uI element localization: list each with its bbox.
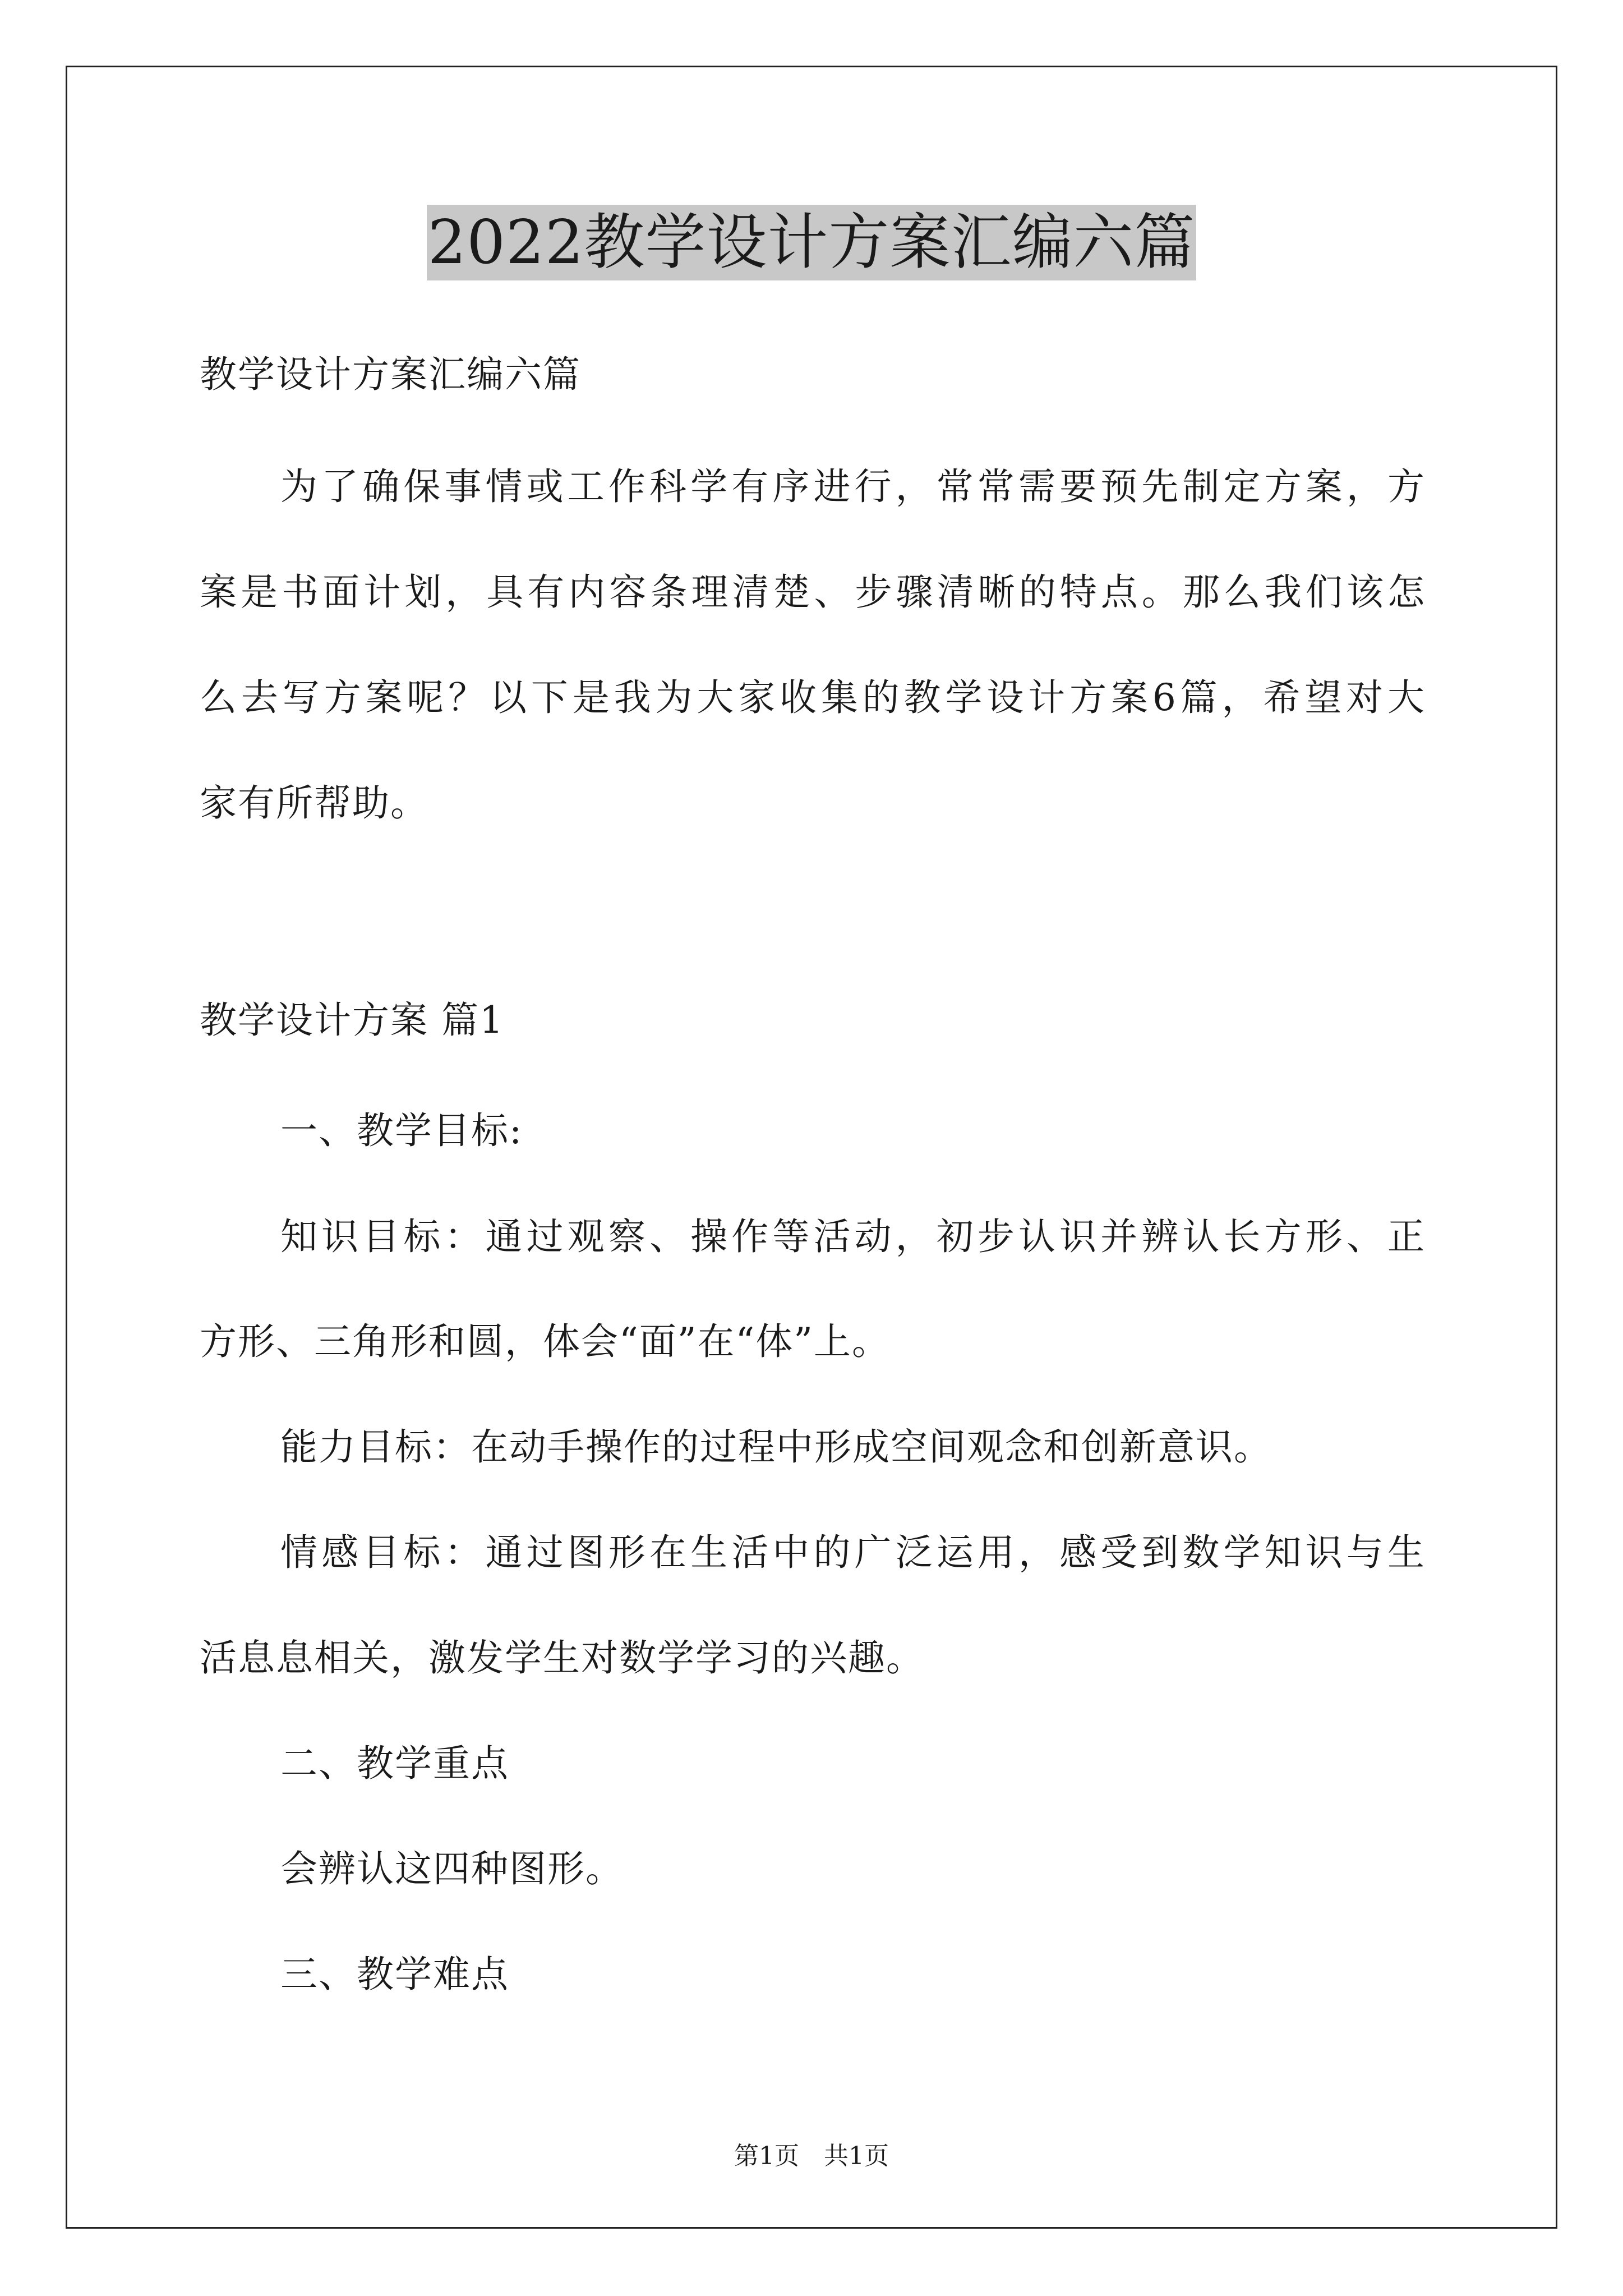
title-container [0, 205, 1623, 280]
intro-line-2 [200, 570, 1426, 615]
intro-line-2-text: 案是书面计划，具有内容条理清楚、步骤清晰的特点。那么我们该怎 [200, 570, 1426, 614]
key-point-text: 会辨认这四种图形。 [280, 1847, 624, 1890]
emotion-line-2: 活息息相关，激发学生对数学学习的兴趣。 [200, 1636, 924, 1680]
objectives-heading: 一、教学目标: [280, 1109, 523, 1152]
emotion-line-1 [280, 1530, 1426, 1575]
difficulty-heading: 三、教学难点 [280, 1953, 509, 1996]
intro-line-1 [280, 464, 1426, 509]
document-title: 2022教学设计方案汇编六篇 [427, 205, 1197, 280]
key-point-heading: 二、教学重点 [280, 1742, 509, 1785]
knowledge-line-1 [280, 1214, 1426, 1259]
intro-line-4: 家有所帮助。 [200, 781, 428, 825]
document-subtitle: 教学设计方案汇编六篇 [200, 353, 581, 396]
page-footer: 第1页 共1页 [734, 2142, 889, 2170]
knowledge-line-2: 方形、三角形和圆，体会“面”在“体”上。 [200, 1320, 890, 1363]
section-heading: 教学设计方案 篇1 [200, 999, 504, 1042]
intro-line-3 [200, 675, 1426, 720]
intro-line-3-text: 么去写方案呢？以下是我为大家收集的教学设计方案6篇，希望对大 [200, 676, 1426, 719]
intro-line-1-text: 为了确保事情或工作科学有序进行，常常需要预先制定方案，方 [280, 465, 1426, 508]
knowledge-line-1-text: 知识目标：通过观察、操作等活动，初步认识并辨认长方形、正 [280, 1215, 1426, 1258]
emotion-line-1-text: 情感目标：通过图形在生活中的广泛运用，感受到数学知识与生 [280, 1531, 1426, 1574]
ability-line: 能力目标：在动手操作的过程中形成空间观念和创新意识。 [280, 1425, 1272, 1469]
